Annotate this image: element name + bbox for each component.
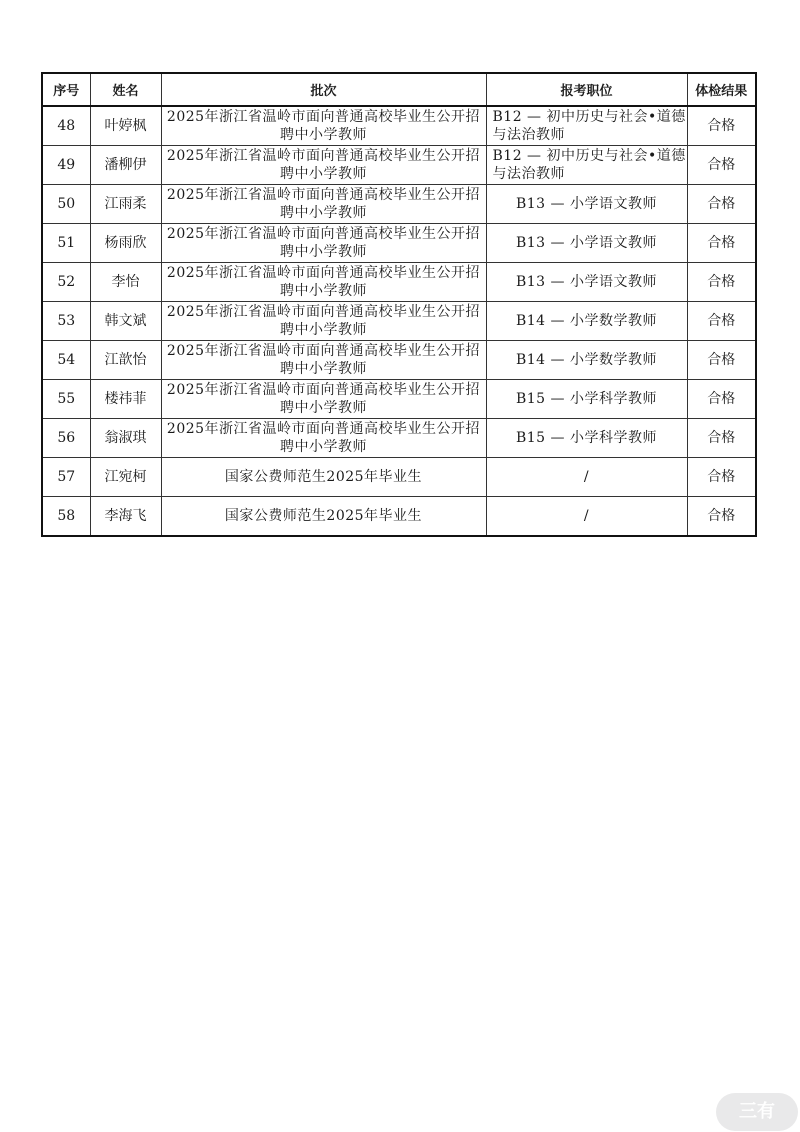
cell-result: 合格 <box>687 341 756 380</box>
cell-no: 58 <box>42 497 90 537</box>
table-row <box>42 458 756 497</box>
cell-result: 合格 <box>687 419 756 458</box>
cell-batch: 国家公费师范生2025年毕业生 <box>161 497 486 537</box>
table-row <box>42 497 756 537</box>
table-header-row <box>42 73 756 106</box>
table-row <box>42 302 756 341</box>
cell-no: 57 <box>42 458 90 497</box>
cell-no: 52 <box>42 263 90 302</box>
cell-no: 49 <box>42 146 90 185</box>
table-row <box>42 106 756 146</box>
cell-name: 杨雨欣 <box>90 224 161 263</box>
header-result: 体检结果 <box>687 73 756 106</box>
cell-batch: 2025年浙江省温岭市面向普通高校毕业生公开招聘中小学教师 <box>161 146 486 185</box>
table-row <box>42 185 756 224</box>
table-row <box>42 224 756 263</box>
cell-result: 合格 <box>687 106 756 146</box>
cell-name: 潘柳伊 <box>90 146 161 185</box>
header-batch: 批次 <box>161 73 486 106</box>
cell-position: B12 — 初中历史与社会•道德与法治教师 <box>486 146 687 185</box>
cell-no: 50 <box>42 185 90 224</box>
cell-result: 合格 <box>687 497 756 537</box>
cell-position: / <box>486 497 687 537</box>
cell-no: 53 <box>42 302 90 341</box>
app-watermark: 三有 <box>716 1093 798 1131</box>
cell-result: 合格 <box>687 146 756 185</box>
cell-batch: 2025年浙江省温岭市面向普通高校毕业生公开招聘中小学教师 <box>161 419 486 458</box>
cell-name: 李海飞 <box>90 497 161 537</box>
cell-position: B13 — 小学语文教师 <box>486 263 687 302</box>
cell-batch: 2025年浙江省温岭市面向普通高校毕业生公开招聘中小学教师 <box>161 302 486 341</box>
cell-name: 李怡 <box>90 263 161 302</box>
cell-batch: 2025年浙江省温岭市面向普通高校毕业生公开招聘中小学教师 <box>161 185 486 224</box>
table-row <box>42 341 756 380</box>
cell-no: 56 <box>42 419 90 458</box>
table-row <box>42 146 756 185</box>
cell-result: 合格 <box>687 458 756 497</box>
cell-name: 楼祎菲 <box>90 380 161 419</box>
cell-no: 51 <box>42 224 90 263</box>
cell-name: 叶婷枫 <box>90 106 161 146</box>
header-position: 报考职位 <box>486 73 687 106</box>
cell-position: B15 — 小学科学教师 <box>486 419 687 458</box>
cell-batch: 2025年浙江省温岭市面向普通高校毕业生公开招聘中小学教师 <box>161 263 486 302</box>
cell-no: 55 <box>42 380 90 419</box>
cell-batch: 2025年浙江省温岭市面向普通高校毕业生公开招聘中小学教师 <box>161 224 486 263</box>
table-row <box>42 263 756 302</box>
cell-name: 江宛柯 <box>90 458 161 497</box>
cell-no: 48 <box>42 106 90 146</box>
cell-result: 合格 <box>687 380 756 419</box>
header-name: 姓名 <box>90 73 161 106</box>
results-table <box>41 72 757 537</box>
cell-position: B14 — 小学数学教师 <box>486 341 687 380</box>
cell-no: 54 <box>42 341 90 380</box>
cell-name: 翁淑琪 <box>90 419 161 458</box>
cell-position: B12 — 初中历史与社会•道德与法治教师 <box>486 106 687 146</box>
cell-name: 江歆怡 <box>90 341 161 380</box>
cell-position: B13 — 小学语文教师 <box>486 224 687 263</box>
cell-position: B15 — 小学科学教师 <box>486 380 687 419</box>
cell-position: / <box>486 458 687 497</box>
cell-batch: 2025年浙江省温岭市面向普通高校毕业生公开招聘中小学教师 <box>161 380 486 419</box>
cell-result: 合格 <box>687 224 756 263</box>
cell-result: 合格 <box>687 263 756 302</box>
cell-name: 江雨柔 <box>90 185 161 224</box>
cell-batch: 2025年浙江省温岭市面向普通高校毕业生公开招聘中小学教师 <box>161 341 486 380</box>
cell-position: B13 — 小学语文教师 <box>486 185 687 224</box>
cell-result: 合格 <box>687 185 756 224</box>
cell-batch: 2025年浙江省温岭市面向普通高校毕业生公开招聘中小学教师 <box>161 106 486 146</box>
header-no: 序号 <box>42 73 90 106</box>
cell-position: B14 — 小学数学教师 <box>486 302 687 341</box>
cell-result: 合格 <box>687 302 756 341</box>
table-row <box>42 380 756 419</box>
cell-batch: 国家公费师范生2025年毕业生 <box>161 458 486 497</box>
table-row <box>42 419 756 458</box>
cell-name: 韩文斌 <box>90 302 161 341</box>
